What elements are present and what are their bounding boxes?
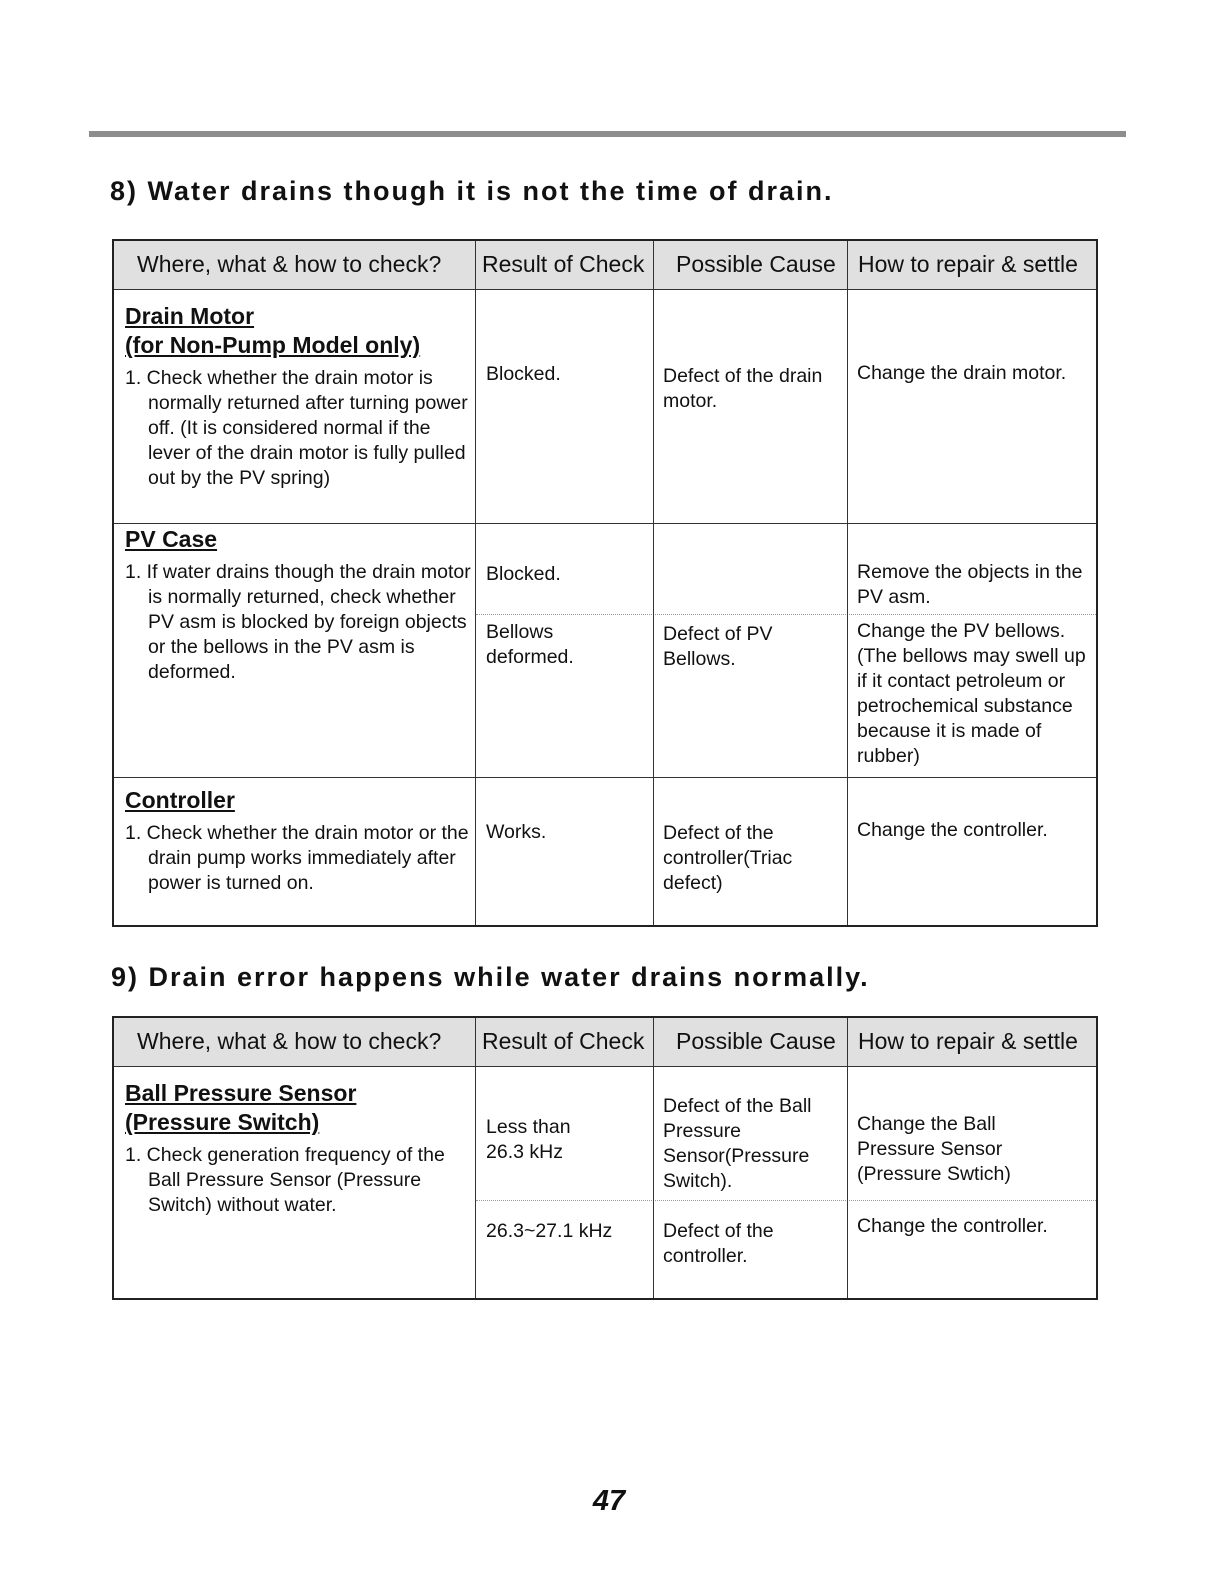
table-section-9 [112,1016,1098,1300]
controller-check-cell [125,786,470,896]
ball-sensor-result-low: Less than 26.3 kHz [486,1116,571,1163]
controller-title: Controller [125,787,235,813]
ball-sensor-check-cell [125,1079,470,1218]
ball-sensor-result-range: 26.3~27.1 kHz [486,1220,613,1242]
drain-motor-result: Blocked. [486,363,561,385]
drain-motor-title: Drain Motor [125,303,255,329]
header-where-what-how: Where, what & how to check? [137,251,442,277]
header-how-to-repair: How to repair & settle [858,251,1078,277]
drain-motor-check-cell [125,302,468,491]
pv-case-repair-bellows: Change the PV bellows. (The bellows may swell up if it contact petroleum or petrochemical substance because it is made of rubber) [857,620,1086,767]
pv-case-result-bellows: Bellows deformed. [486,621,574,668]
header-result-of-check: Result of Check [482,1028,645,1054]
section-9-heading: 9) Drain error happens while water drains normally. [111,962,870,992]
pv-case-repair-remove: Remove the objects in the PV asm. [857,561,1083,608]
header-possible-cause: Possible Cause [676,251,836,277]
ball-sensor-repair-sensor: Change the Ball Pressure Sensor (Pressure Swtich) [857,1113,1011,1185]
header-where-what-how: Where, what & how to check? [137,1028,442,1054]
pv-case-title: PV Case [125,526,218,552]
pv-case-result-blocked: Blocked. [486,563,561,585]
controller-result: Works. [486,821,547,843]
drain-motor-step: 1. Check whether the drain motor is normally returned after turning power off. (It is considered normal if the lever of the drain motor is fully pulled out by the PV spring) [125,367,468,489]
top-rule [89,131,1126,137]
ball-sensor-cause-controller: Defect of the controller. [663,1220,774,1267]
header-how-to-repair: How to repair & settle [858,1028,1078,1054]
table-section-8 [112,239,1098,927]
ball-sensor-cause-sensor: Defect of the Ball Pressure Sensor(Pressure Switch). [663,1095,812,1192]
header-result-of-check: Result of Check [482,251,645,277]
pv-case-step: 1. If water drains though the drain motor is normally returned, check whether PV asm is blocked by foreign objects or the bellows in the PV asm is deformed. [125,561,471,683]
pv-case-cause-bellows: Defect of PV Bellows. [663,623,773,670]
controller-step: 1. Check whether the drain motor or the drain pump works immediately after power is turned on. [125,822,469,894]
drain-motor-cause: Defect of the drain motor. [663,365,823,412]
controller-cause: Defect of the controller(Triac defect) [663,822,793,894]
ball-sensor-repair-controller: Change the controller. [857,1215,1048,1237]
header-possible-cause: Possible Cause [676,1028,836,1054]
ball-sensor-title: Ball Pressure Sensor [125,1080,357,1106]
pv-case-check-cell [125,525,470,685]
drain-motor-repair: Change the drain motor. [857,362,1067,384]
controller-repair: Change the controller. [857,819,1048,841]
section-8-heading: 8) Water drains though it is not the time of drain. [110,176,834,206]
page-number: 47 [592,1485,626,1517]
ball-sensor-step: 1. Check generation frequency of the Ball Pressure Sensor (Pressure Switch) without water. [125,1144,445,1216]
drain-motor-subtitle: (for Non-Pump Model only) [125,332,421,358]
ball-sensor-subtitle: (Pressure Switch) [125,1109,320,1135]
